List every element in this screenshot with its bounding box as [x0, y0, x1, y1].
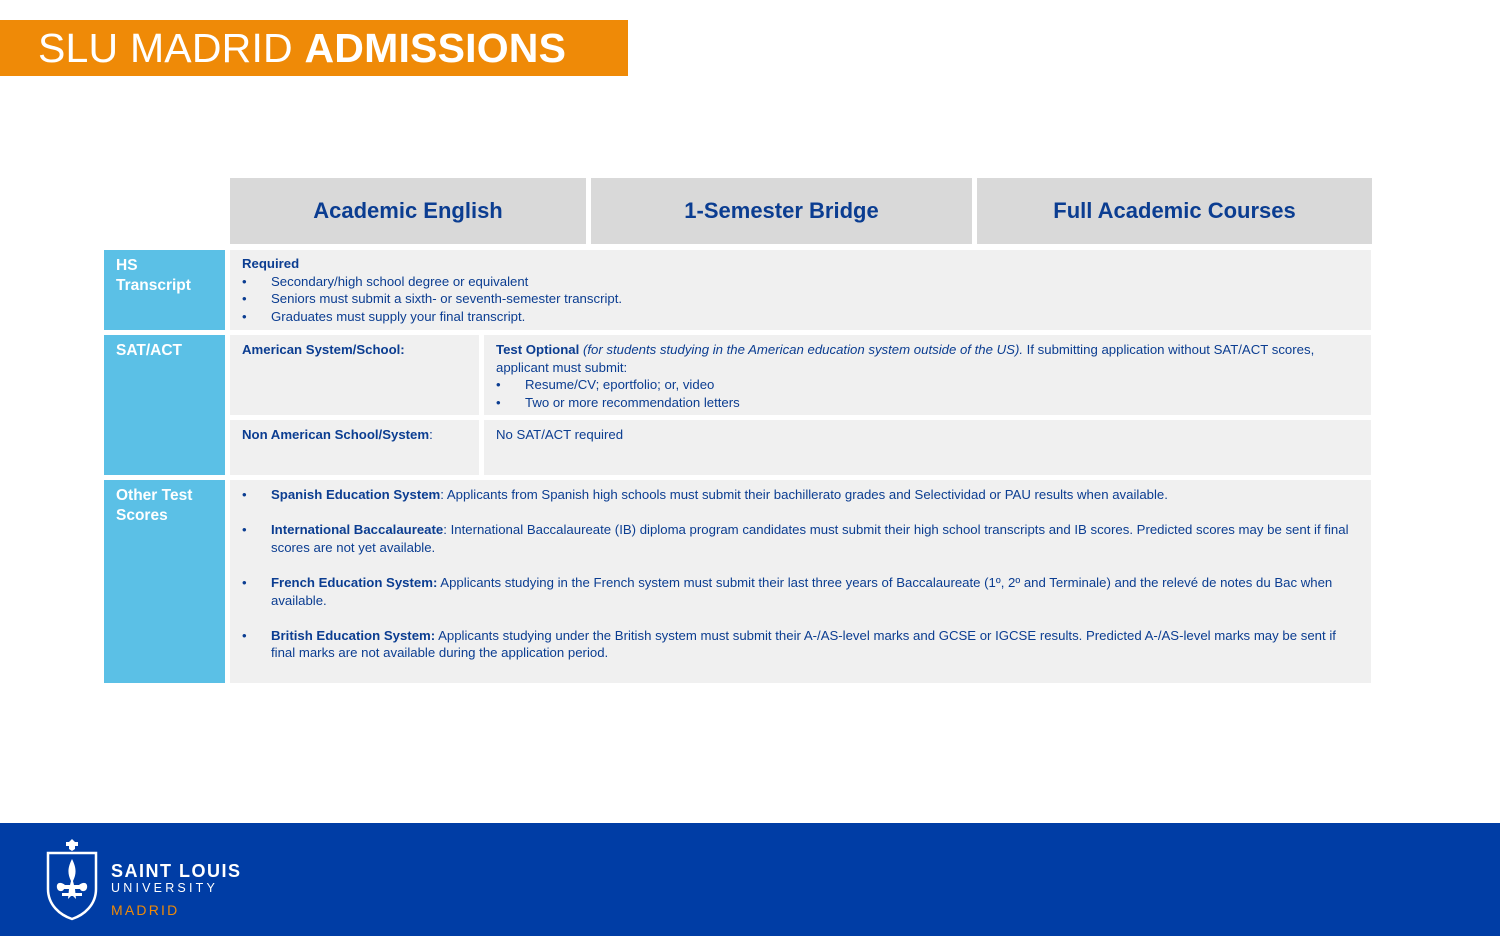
page-title — [38, 26, 566, 70]
list-item-british-system: • British Education System: Applicants studying under the British system must submit their A-/AS-level marks and GCSE or IGCSE results. Predicted A-/AS-level marks may be sent if final marks are not available during the application period. — [242, 627, 1359, 662]
hs-bullet-item: • Graduates must supply your final transcript. — [242, 308, 1359, 326]
test-optional-text: Test Optional (for students studying in the American education system outside of the US). If submitting application without SAT/ACT scores, applicant must submit: — [496, 342, 1315, 375]
hs-bullet-item: • Seniors must submit a sixth- or seventh-semester transcript. — [242, 290, 1359, 308]
column-header-semester-bridge: 1-Semester Bridge — [591, 178, 972, 244]
column-header-academic-english: Academic English — [230, 178, 586, 244]
sat-bullet-item: • Two or more recommendation letters — [496, 394, 1359, 412]
title-light: SLU MADRID — [38, 25, 293, 71]
american-system-label-cell — [230, 335, 479, 415]
title-bar — [0, 20, 628, 76]
row-label-other-test-scores: Other Test Scores — [104, 480, 225, 683]
row-label-hs-transcript: HS Transcript — [104, 250, 225, 330]
logo-text-madrid: MADRID — [111, 902, 180, 918]
list-item-international-baccalaureate: • International Baccalaureate: International Baccalaureate (IB) diploma program candidates must submit their high school transcripts and IB scores. Predicted scores may be sent if final scores are not yet available. — [242, 521, 1359, 556]
fleur-de-lis-shield-icon — [44, 837, 100, 921]
row-label-sat-act: SAT/ACT — [104, 335, 225, 475]
footer-bar — [0, 823, 1500, 936]
non-american-system-label-cell: Non American School/System: — [230, 420, 479, 475]
non-american-system-label: Non American School/System — [242, 427, 430, 442]
logo-text-saint-louis: SAINT LOUIS — [111, 861, 242, 881]
hs-bullet-item: • Secondary/high school degree or equivalent — [242, 273, 1359, 291]
title-bold: ADMISSIONS — [304, 25, 567, 71]
american-system-requirements-cell — [484, 335, 1371, 415]
non-american-requirements-cell — [484, 420, 1371, 475]
american-system-label: American System/School: — [242, 342, 405, 357]
list-item-spanish-system: • Spanish Education System: Applicants from Spanish high schools must submit their bachillerato grades and Selectividad or PAU results when available. — [242, 486, 1359, 504]
hs-transcript-cell — [230, 250, 1371, 330]
other-test-scores-cell — [230, 480, 1371, 683]
list-item-french-system: • French Education System: Applicants studying in the French system must submit their last three years of Baccalaureate (1º, 2º and Terminale) and the relevé de notes du Bac when available. — [242, 574, 1359, 609]
sat-bullet-item: • Resume/CV; eportfolio; or, video — [496, 376, 1359, 394]
hs-required-heading: Required — [242, 256, 300, 271]
no-sat-required-text: No SAT/ACT required — [496, 427, 624, 442]
logo-text-university: UNIVERSITY — [111, 881, 219, 895]
column-header-full-academic-courses: Full Academic Courses — [977, 178, 1372, 244]
